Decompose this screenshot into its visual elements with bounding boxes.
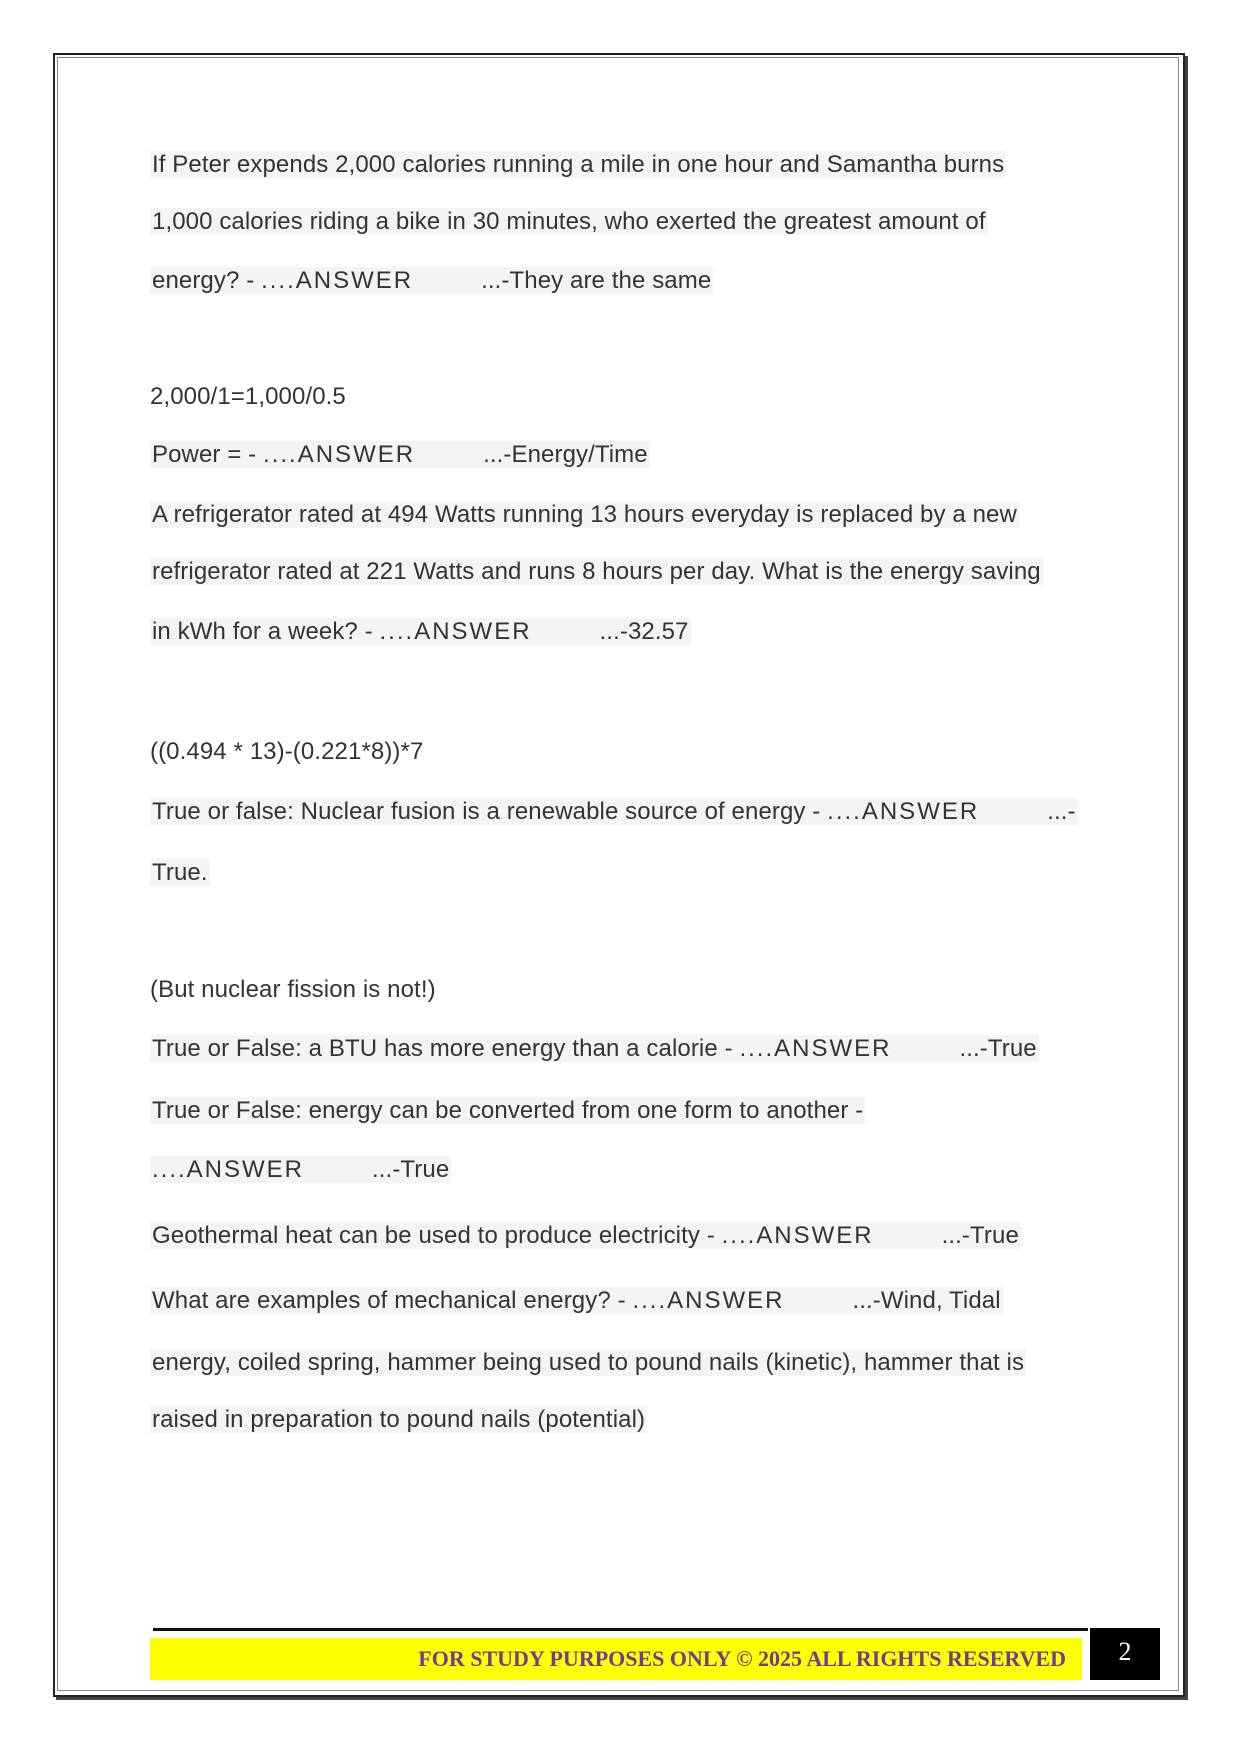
q1-line1: If Peter expends 2,000 calories running a mile in one hour and Samantha burns [152, 151, 1005, 178]
answer-text: True [970, 1222, 1019, 1249]
q8-line3: raised in preparation to pound nails (potential) [152, 1406, 646, 1433]
q8-line2: energy, coiled spring, hammer being used to pound nails (kinetic), hammer that is [152, 1349, 1025, 1376]
footer-banner [150, 1638, 1082, 1680]
answer-marker: ....ANSWER [721, 1222, 874, 1249]
q5-line: True or False: a BTU has more energy than a calorie - ....ANSWER ...-True [152, 1035, 1037, 1062]
answer-marker: ....ANSWER [739, 1035, 892, 1062]
q6-line1: True or False: energy can be converted from one form to another - [152, 1097, 864, 1124]
answer-text: They are the same [509, 267, 712, 294]
answer-text: True [400, 1156, 450, 1183]
page-border-inner [57, 57, 1179, 1691]
q1-line3: energy? - ....ANSWER ...-They are the same [152, 267, 712, 294]
answer-marker: ....ANSWER [632, 1287, 785, 1314]
q4-answer-line [150, 856, 210, 890]
answer-marker: ....ANSWER [261, 267, 414, 294]
footer-rule [153, 1628, 1088, 1631]
answer-text: Energy/Time [511, 441, 648, 468]
q3-note: ((0.494 * 13)-(0.221*8))*7 [150, 738, 424, 765]
answer-marker: ....ANSWER [827, 798, 980, 825]
q1-line2: 1,000 calories riding a bike in 30 minutes, who exerted the greatest amount of [152, 208, 986, 235]
page-number: 2 [1090, 1628, 1160, 1680]
answer-marker: ....ANSWER [263, 441, 416, 468]
q7-line: Geothermal heat can be used to produce electricity - ....ANSWER ...-True [152, 1222, 1019, 1249]
answer-marker: ....ANSWER [379, 618, 532, 645]
answer-text: 32.57 [627, 618, 689, 645]
q3-line1: A refrigerator rated at 494 Watts running 13 hours everyday is replaced by a new [152, 501, 1017, 528]
q4-note: (But nuclear fission is not!) [150, 976, 436, 1003]
q3-line3: in kWh for a week? - ....ANSWER ...-32.57 [152, 618, 689, 645]
q6-answer-line: ....ANSWER ...-True [152, 1156, 450, 1183]
q3-line2: refrigerator rated at 221 Watts and runs 8 hours per day. What is the energy saving [152, 558, 1041, 585]
q8-line1: What are examples of mechanical energy? - ....ANSWER ...-Wind, Tidal [152, 1287, 1001, 1314]
q1-note: 2,000/1=1,000/0.5 [150, 383, 346, 410]
footer-copyright: FOR STUDY PURPOSES ONLY © 2025 ALL RIGHTS RESERVED [418, 1646, 1066, 1671]
q4-line1: True or false: Nuclear fusion is a renewable source of energy - ....ANSWER ...- [152, 798, 1076, 825]
answer-text: True. [152, 859, 208, 886]
q2-line: Power = - ....ANSWER ...-Energy/Time [152, 441, 648, 468]
answer-marker: ....ANSWER [152, 1156, 305, 1183]
answer-text: Wind, Tidal [880, 1287, 1001, 1314]
answer-text: True [987, 1035, 1037, 1062]
